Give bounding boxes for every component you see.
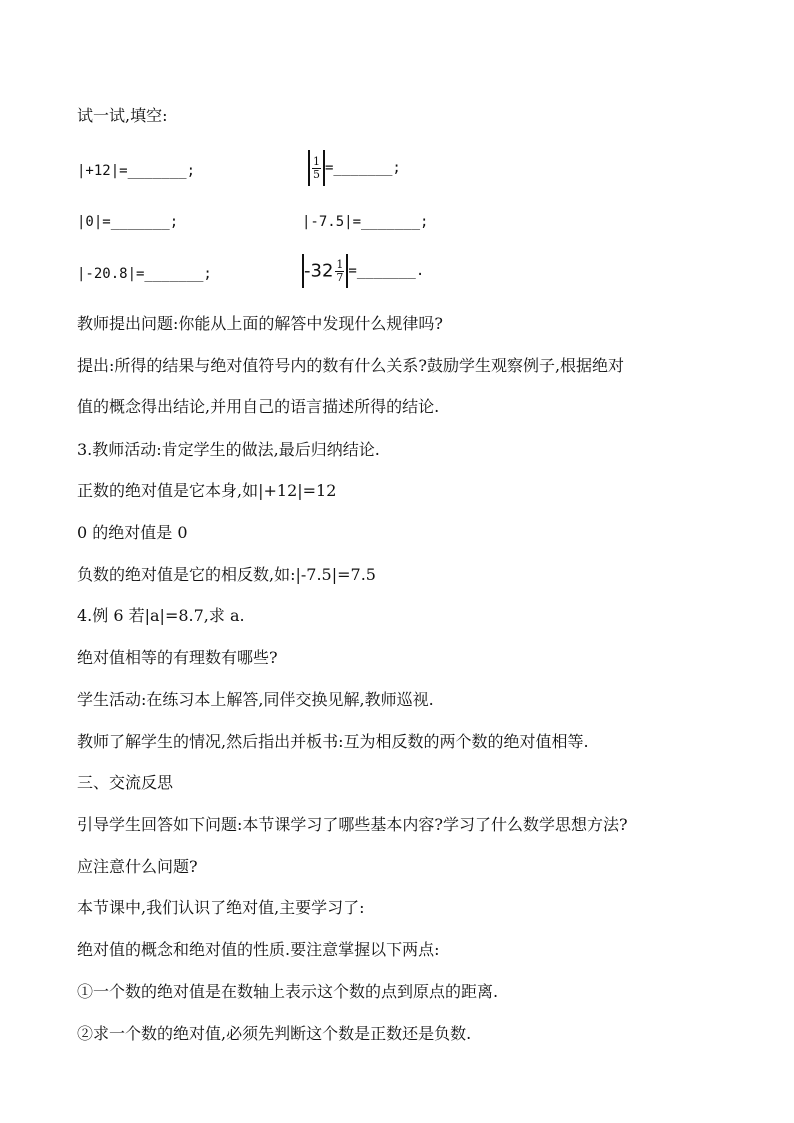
text-line: 3.教师活动:肯定学生的做法,最后归纳结论. bbox=[77, 440, 380, 459]
blank: =_______. bbox=[348, 263, 425, 279]
text-line: 正数的绝对值是它本身,如|+12|=12 bbox=[77, 481, 337, 500]
text-line: 提出:所得的结果与绝对值符号内的数有什么关系?鼓励学生观察例子,根据绝对 bbox=[77, 356, 625, 375]
exercise-abs-minus-20-8: |-20.8|=_______; bbox=[77, 266, 212, 282]
fraction-denominator: 5 bbox=[313, 167, 320, 181]
exercise-heading: 试一试,填空: bbox=[77, 106, 168, 125]
fraction bbox=[312, 156, 321, 181]
exercise-abs-zero: |0|=_______; bbox=[77, 214, 179, 230]
fraction-denominator: 7 bbox=[336, 270, 344, 284]
abs-bar-left bbox=[308, 150, 310, 186]
text-line: 绝对值的概念和绝对值的性质.要注意掌握以下两点: bbox=[77, 940, 440, 959]
text-line: 本节课中,我们认识了绝对值,主要学习了: bbox=[77, 898, 365, 917]
blank: =_______; bbox=[325, 160, 401, 176]
text-line: 学生活动:在练习本上解答,同伴交换见解,教师巡视. bbox=[77, 690, 434, 709]
text-line: 4.例 6 若|a|=8.7,求 a. bbox=[77, 606, 245, 625]
text-line: 0 的绝对值是 0 bbox=[77, 523, 188, 542]
fraction bbox=[335, 259, 344, 284]
section-heading: 三、交流反思 bbox=[77, 773, 174, 792]
text-line: 教师提出问题:你能从上面的解答中发现什么规律吗? bbox=[77, 314, 443, 333]
exercise-abs-plus-12: |+12|=_______; bbox=[77, 163, 196, 179]
exercise-abs-fraction-1-5 bbox=[308, 150, 401, 186]
text-line: 绝对值相等的有理数有哪些? bbox=[77, 648, 278, 667]
text-line: 教师了解学生的情况,然后指出并板书:互为相反数的两个数的绝对值相等. bbox=[77, 732, 589, 751]
text-line: ①一个数的绝对值是在数轴上表示这个数的点到原点的距离. bbox=[77, 982, 499, 1001]
text-line: 引导学生回答如下问题:本节课学习了哪些基本内容?学习了什么数学思想方法? bbox=[77, 815, 628, 834]
text-line: 应注意什么问题? bbox=[77, 857, 198, 876]
text-line: 值的概念得出结论,并用自己的语言描述所得的结论. bbox=[77, 397, 440, 416]
text-line: 负数的绝对值是它的相反数,如:|-7.5|=7.5 bbox=[77, 565, 376, 584]
fraction-numerator: 1 bbox=[336, 257, 344, 271]
exercise-abs-mixed-number bbox=[302, 254, 424, 288]
mixed-integer: -32 bbox=[304, 260, 334, 282]
fraction-numerator: 1 bbox=[313, 154, 320, 168]
text-line: ②求一个数的绝对值,必须先判断这个数是正数还是负数. bbox=[77, 1024, 472, 1043]
exercise-abs-minus-7-5: |-7.5|=_______; bbox=[302, 214, 429, 230]
